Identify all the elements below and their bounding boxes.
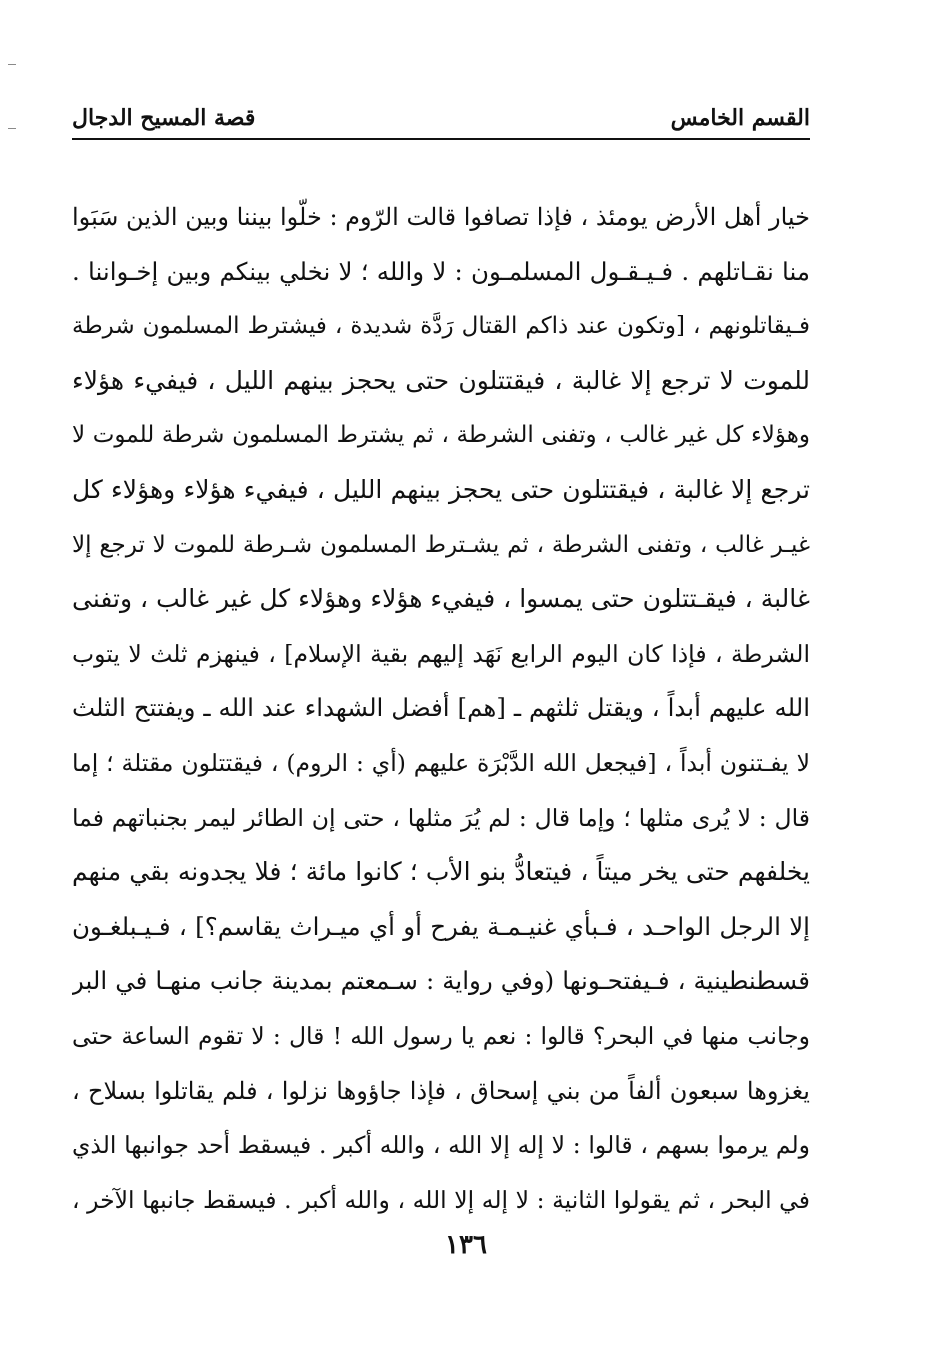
text-line: لا يفـتنون أبداً ، [فيجعل الله الدَّبْرَة عليهم (أي : الروم) ، فيقتتلون مقتلة ؛ إما	[72, 748, 810, 777]
text-line: في البحر ، ثم يقولوا الثانية : لا إله إلا الله ، والله أكبر . فيسقط جانبها الآخر ،	[72, 1185, 810, 1214]
text-line: قسطنطينية ، فـيفتحـونها (وفي رواية : سـمعتم بمدينة جانب منهـا في البر	[72, 966, 810, 996]
text-line: ترجع إلا غالبة ، فيقتتلون حتى يحجز بينهم الليل ، فيفيء هؤلاء وهؤلاء كل	[72, 474, 810, 504]
text-line: قال : لا يُرى مثلها ؛ وإما قال : لم يُرَ مثلها ، حتى إن الطائر ليمر بجنباتهم فما	[72, 803, 810, 832]
text-line: الله عليهم أبداً ، ويقتل ثلثهم ـ [هم] أفضل الشهداء عند الله ـ ويفتتح الثلث	[72, 693, 810, 723]
header-chapter-title: قصة المسيح الدجال	[72, 105, 256, 131]
text-line: للموت لا ترجع إلا غالبة ، فيقتتلون حتى يحجز بينهم الليل ، فيفيء هؤلاء	[72, 365, 810, 395]
text-line: غيـر غالب ، وتفنى الشرطة ، ثم يشـترط المسلمون شـرطة للموت لا ترجع إلا	[72, 531, 810, 558]
text-line: يخلفهم حتى يخر ميتاً ، فيتعادُّ بنو الأب ؛ كانوا مائة ؛ فلا يجدونه بقي منهم	[72, 857, 810, 887]
text-line: خيار أهل الأرض يومئذ ، فإذا تصافوا قالت الرّوم : خلّوا بيننا وبين الذين سَبَوا	[72, 203, 810, 231]
margin-mark-bottom	[8, 128, 16, 129]
text-line: غالبة ، فيقـتتلون حتى يمسوا ، فيفيء هؤلاء وهؤلاء كل غير غالب ، وتفنى	[72, 584, 810, 614]
text-line: الشرطة ، فإذا كان اليوم الرابع نَهَد إليهم بقية الإسلام] ، فينهزم ثلث لا يتوب	[72, 639, 810, 668]
header-section-title: القسم الخامس	[670, 105, 810, 131]
text-line: منا نقـاتلهم . فـيـقـول المسلمـون : لا والله ؛ لا نخلي بينكم وبين إخـواننا .	[72, 256, 810, 286]
text-line: فـيقاتلونهم ، [وتكون عند ذاكم القتال رَدَّة شديدة ، فيشترط المسلمون شرطة	[72, 313, 810, 340]
body-text	[72, 190, 810, 1227]
running-header	[72, 98, 810, 138]
text-line: وهؤلاء كل غير غالب ، وتفنى الشرطة ، ثم يشترط المسلمون شرطة للموت لا	[72, 422, 810, 449]
page-number: ١٣٦	[445, 1230, 487, 1260]
text-line: يغزوها سبعون ألفاً من بني إسحاق ، فإذا جاؤوها نزلوا ، فلم يقاتلوا بسلاح ،	[72, 1076, 810, 1105]
header-rule	[72, 138, 810, 140]
text-line: وجانب منها في البحر؟ قالوا : نعم يا رسول الله ! قال : لا تقوم الساعة حتى	[72, 1021, 810, 1050]
margin-mark-top	[8, 64, 16, 65]
text-line: إلا الرجل الواحـد ، فـبأي غنيـمـة يفرح أو أي ميـراث يقاسم؟] ، فـيـبلغـون	[72, 911, 810, 941]
text-line: ولم يرموا بسهم ، قالوا : لا إله إلا الله ، والله أكبر . فيسقط أحد جوانبها الذي	[72, 1131, 810, 1160]
